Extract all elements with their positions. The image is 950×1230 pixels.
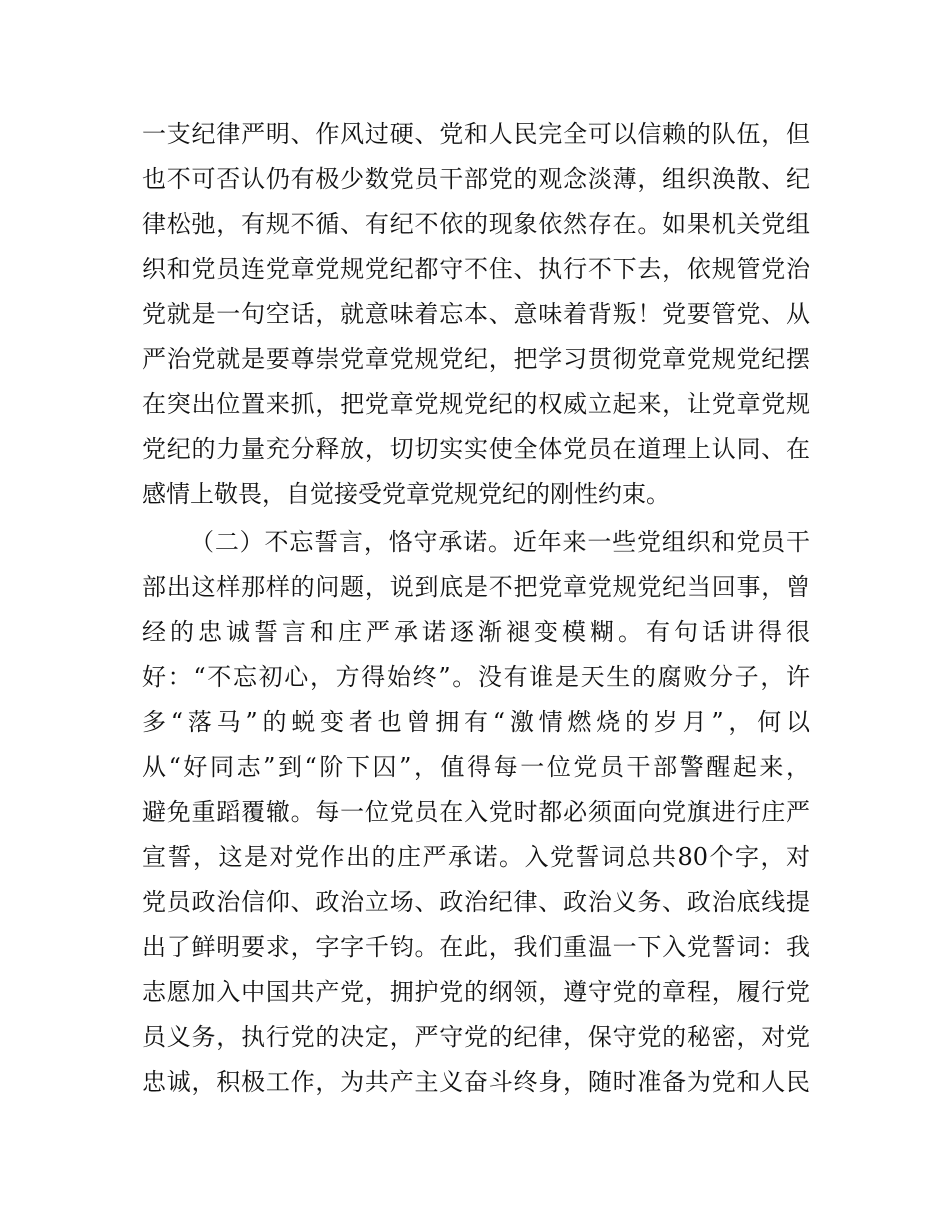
text-line: 多“落马”的蜕变者也曾拥有“激情燃烧的岁月”，何以 (142, 708, 810, 736)
text-line: （二）不忘誓言，恪守承诺。近年来一些党组织和党员干 (190, 528, 810, 556)
paragraph-1 (142, 112, 810, 517)
text-line: 宣誓，这是对党作出的庄严承诺。入党誓词总共80个字，对 (142, 843, 810, 871)
text-line: 一支纪律严明、作风过硬、党和人民完全可以信赖的队伍，但 (142, 120, 810, 148)
document-page (142, 112, 810, 1105)
text-line: 律松弛，有规不循、有纪不依的现象依然存在。如果机关党组 (142, 210, 810, 238)
text-line: 严治党就是要尊崇党章党规党纪，把学习贯彻党章党规党纪摆 (142, 345, 810, 373)
text-line: 员义务，执行党的决定，严守党的纪律，保守党的秘密，对党 (142, 1023, 810, 1051)
text-line: 党纪的力量充分释放，切切实实使全体党员在道理上认同、在 (142, 435, 810, 463)
text-line: 感情上敬畏，自觉接受党章党规党纪的刚性约束。 (142, 480, 670, 508)
text-line: 党员政治信仰、政治立场、政治纪律、政治义务、政治底线提 (142, 888, 810, 916)
text-line: 党就是一句空话，就意味着忘本、意味着背叛！党要管党、从 (142, 300, 810, 328)
text-line: 从“好同志”到“阶下囚”，值得每一位党员干部警醒起来， (142, 753, 810, 781)
text-line: 好：“不忘初心，方得始终”。没有谁是天生的腐败分子，许 (142, 663, 810, 691)
text-line: 在突出位置来抓，把党章党规党纪的权威立起来，让党章党规 (142, 390, 810, 418)
text-line: 部出这样那样的问题，说到底是不把党章党规党纪当回事，曾 (142, 573, 810, 601)
text-line: 也不可否认仍有极少数党员干部党的观念淡薄，组织涣散、纪 (142, 165, 810, 193)
text-line: 织和党员连党章党规党纪都守不住、执行不下去，依规管党治 (142, 255, 810, 283)
paragraph-2 (142, 520, 810, 1105)
text-line: 忠诚，积极工作，为共产主义奋斗终身，随时准备为党和人民 (142, 1068, 810, 1096)
text-line: 志愿加入中国共产党，拥护党的纲领，遵守党的章程，履行党 (142, 978, 810, 1006)
text-line: 出了鲜明要求，字字千钧。在此，我们重温一下入党誓词：我 (142, 933, 810, 961)
text-line: 经的忠诚誓言和庄严承诺逐渐褪变模糊。有句话讲得很 (142, 618, 810, 646)
text-line: 避免重蹈覆辙。每一位党员在入党时都必须面向党旗进行庄严 (142, 798, 810, 826)
